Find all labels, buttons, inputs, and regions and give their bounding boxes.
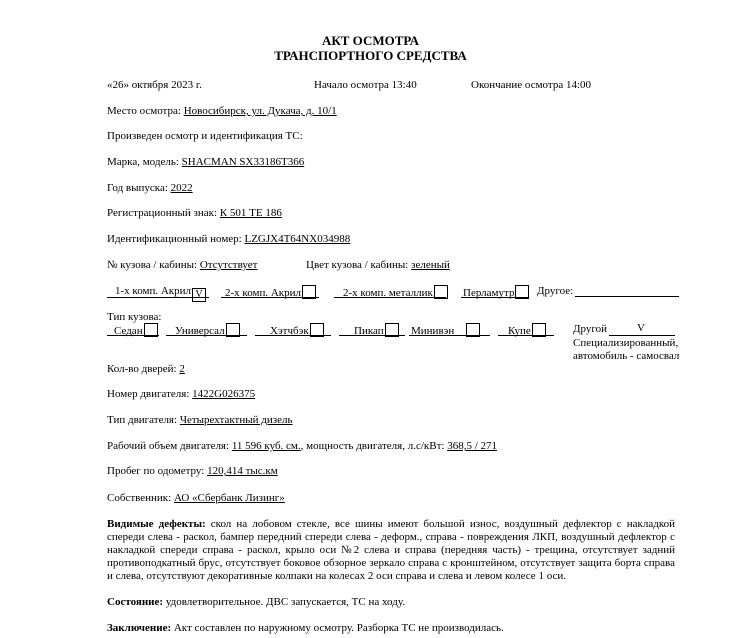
paint-two-acryl-checkbox[interactable]: [302, 285, 316, 299]
vin-row: [107, 233, 350, 246]
power-value: 368,5 / 271: [447, 440, 497, 452]
paint-other-label: Другое:: [537, 285, 574, 297]
body-number-row: [107, 259, 257, 272]
paint-two-acryl: [225, 285, 316, 300]
bodytype-coupe: [508, 323, 546, 338]
mileage-row: [107, 465, 278, 478]
body-number-value: Отсутствует: [199, 259, 258, 271]
vin-label: Идентификационный номер:: [107, 233, 245, 245]
bodytype-universal-label: Универсал: [175, 325, 225, 337]
reg-value: К 501 ТЕ 186: [219, 207, 282, 219]
bodytype-sedan: [114, 323, 158, 338]
bodytype-minivan-label: Минивэн: [411, 325, 455, 337]
engine-type-value: Четырехтактный дизель: [179, 414, 293, 426]
reg-row: [107, 207, 282, 220]
inspection-end: Окончание осмотра 14:00: [471, 79, 592, 91]
paint-one-acryl: [115, 285, 206, 302]
paint-other-line[interactable]: [575, 296, 679, 297]
engine-volume-row: [107, 440, 497, 453]
bodytype-other-mark: V: [637, 322, 645, 334]
place-label: Место осмотра:: [107, 105, 184, 117]
mileage-label: Пробег по одометру:: [107, 465, 208, 477]
performed-text: Произведен осмотр и идентификация ТС:: [107, 130, 303, 142]
bodytype-universal-checkbox[interactable]: [226, 323, 240, 337]
paint-pearl-checkbox[interactable]: [515, 285, 529, 299]
bodytype-minivan: [411, 323, 480, 338]
body-number-label: № кузова / кабины:: [107, 259, 200, 271]
conclusion-label: Заключение:: [107, 622, 172, 634]
place-value: Новосибирск, ул. Дукача, д. 10/1: [183, 105, 337, 117]
volume-label: Рабочий объем двигателя:: [107, 440, 232, 452]
paint-one-acryl-checkbox[interactable]: V: [192, 288, 206, 302]
engine-number-row: [107, 388, 255, 401]
document-subtitle: ТРАНСПОРТНОГО СРЕДСТВА: [274, 48, 467, 63]
doors-row: [107, 363, 185, 376]
body-color-row: [306, 259, 450, 272]
power-label: , мощность двигателя, л.с/кВт:: [300, 440, 448, 452]
bodytype-special-line1: Специализированный,: [573, 337, 679, 349]
body-color-value: зеленый: [411, 259, 450, 271]
body-color-label: Цвет кузова / кабины:: [306, 259, 412, 271]
volume-value: 11 596 куб. см.: [231, 440, 301, 452]
bodytype-sedan-label: Седан: [114, 325, 143, 337]
document-title: АКТ ОСМОТРА: [321, 33, 420, 48]
engine-number-label: Номер двигателя:: [107, 388, 193, 400]
reg-label: Регистрационный знак:: [107, 207, 220, 219]
owner-row: [107, 492, 285, 505]
paint-metallic-label: 2-х комп. металлик: [343, 287, 433, 299]
paint-metallic: [343, 285, 448, 300]
paint-one-acryl-label: 1-х комп. Акрил: [115, 285, 192, 297]
model-row: [107, 156, 304, 169]
state-row: [107, 596, 405, 609]
model-value: SHACMAN SX33186T366: [181, 156, 305, 168]
bodytype-hatchback-label: Хэтчбэк: [270, 325, 309, 337]
defects-paragraph: [107, 518, 675, 583]
bodytype-universal: [175, 323, 240, 338]
bodytype-special-line2: автомобиль - самосвал: [573, 350, 680, 362]
bodytype-coupe-label: Купе: [508, 325, 531, 337]
year-row: [107, 182, 193, 195]
conclusion-row: [107, 622, 504, 635]
paint-pearl-label: Перламутр: [463, 287, 515, 299]
doors-label: Кол-во дверей:: [107, 363, 180, 375]
owner-label: Собственник:: [107, 492, 174, 504]
year-value: 2022: [170, 182, 193, 194]
engine-number-value: 1422G026375: [192, 388, 256, 400]
owner-value: АО «Сбербанк Лизинг»: [173, 492, 285, 504]
bodytype-coupe-checkbox[interactable]: [532, 323, 546, 337]
bodytype-pickup-label: Пикап: [354, 325, 384, 337]
defects-text: скол на лобовом стекле, все шины имеют большой износ, воздушный дефлектор с накладкой спереди слева - раскол, бампер передний спереди слева - деформ., справа - повреждения ЛКП, воздушный дефлектор с накладкой спереди справа - раскол, крыло оси №2 слева и справа (передняя часть) - трещина, отсутствует задний противоподкатный брус, отсутствует боковое обзорное зеркало справа с кронштейном, отсутствует защита борта справа и слева, отсутствуют декоративные колпаки на колесах 2 оси справа и слева и левом колесе 1 оси.: [107, 518, 676, 582]
state-text: удовлетворительное. ДВС запускается, ТС на ходу.: [163, 596, 405, 608]
bodytype-hatchback-checkbox[interactable]: [310, 323, 324, 337]
engine-type-row: [107, 414, 292, 427]
paint-pearl: [463, 285, 529, 300]
defects-label: Видимые дефекты:: [107, 518, 206, 530]
bodytype-pickup-checkbox[interactable]: [385, 323, 399, 337]
bodytype-hatchback: [270, 323, 324, 338]
bodytype-other-label: Другой: [573, 323, 607, 335]
model-label: Марка, модель:: [107, 156, 182, 168]
bodytype-pickup: [354, 323, 399, 338]
engine-type-label: Тип двигателя:: [107, 414, 180, 426]
place-row: [107, 105, 337, 118]
bodytype-label: Тип кузова:: [107, 311, 162, 323]
mileage-value: 120,414 тыс.км: [207, 465, 278, 477]
conclusion-text: Акт составлен по наружному осмотру. Разборка ТС не производилась.: [171, 622, 504, 634]
inspection-start: Начало осмотра 13:40: [314, 79, 417, 91]
doors-value: 2: [179, 363, 185, 375]
state-label: Состояние:: [107, 596, 164, 608]
bodytype-other-line[interactable]: [609, 335, 675, 336]
bodytype-sedan-checkbox[interactable]: [144, 323, 158, 337]
inspection-date: «26» октября 2023 г.: [107, 79, 202, 91]
paint-metallic-checkbox[interactable]: [434, 285, 448, 299]
bodytype-minivan-checkbox[interactable]: [466, 323, 480, 337]
year-label: Год выпуска:: [107, 182, 171, 194]
paint-two-acryl-label: 2-х комп. Акрил: [225, 287, 302, 299]
vin-value: LZGJX4T64NX034988: [244, 233, 351, 245]
